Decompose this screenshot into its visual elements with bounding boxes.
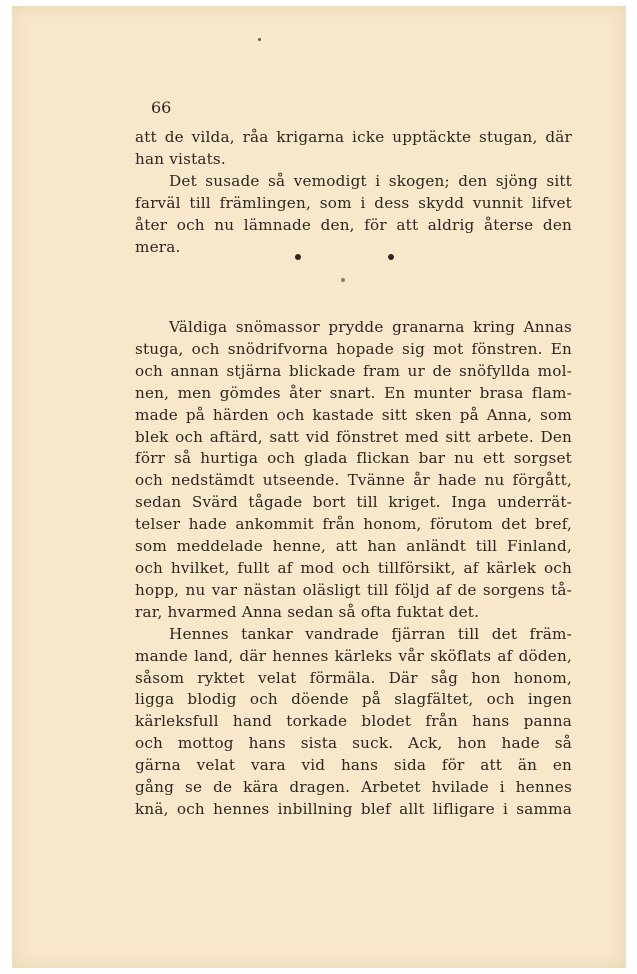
text-line: mande land, där hennes kärleks vår sköflats af döden, xyxy=(135,646,572,665)
asterisk-ornament xyxy=(341,278,345,282)
text-line: farväl till främlingen, som i dess skydd vunnit lifvet xyxy=(135,193,572,212)
text-line: gång se de kära dragen. Arbetet hvilade i hennes xyxy=(135,778,572,797)
text-line: hopp, nu var nästan oläsligt till följd af de sorgens tå- xyxy=(135,580,572,599)
text-block-2 xyxy=(135,317,572,821)
text-line: att de vilda, råa krigarna icke upptäckte stugan, där xyxy=(135,128,572,146)
section-divider xyxy=(12,254,626,294)
text-line: såsom ryktet velat förmäla. Där såg hon honom, xyxy=(135,668,572,687)
asterisk-ornament xyxy=(388,254,394,260)
text-line: som meddelade henne, att han anländt till Finland, xyxy=(135,537,572,556)
text-line: Hennes tankar vandrade fjärran till det främ- xyxy=(169,624,572,643)
text-line: sedan Svärd tågade bort till kriget. Inga underrät- xyxy=(135,493,572,512)
text-line: och annan stjärna blickade fram ur de snöfyllda mol- xyxy=(135,361,572,380)
text-line: Det susade så vemodigt i skogen; den sjöng sitt xyxy=(169,171,572,190)
text-block-1 xyxy=(135,127,572,258)
text-line: knä, och hennes inbillning blef allt lifligare i samma xyxy=(135,799,572,818)
text-line: made på härden och kastade sitt sken på Anna, som xyxy=(135,405,572,424)
text-line: stuga, och snödrifvorna hopade sig mot fönstren. En xyxy=(135,339,572,358)
text-line: gärna velat vara vid hans sida för att än en xyxy=(135,756,572,775)
text-line: och mottog hans sista suck. Ack, hon hade så xyxy=(135,734,572,753)
paper-speck xyxy=(258,38,261,41)
page-number: 66 xyxy=(151,98,172,117)
text-line: Väldiga snömassor prydde granarna kring Annas xyxy=(169,318,572,336)
text-line: han vistats. xyxy=(135,149,226,168)
text-line: åter och nu lämnade den, för att aldrig återse den mera. xyxy=(135,215,572,256)
text-line: ligga blodig och döende på slagfältet, och ingen xyxy=(135,690,572,709)
book-page xyxy=(12,6,626,968)
text-line: förr så hurtiga och glada flickan bar nu ett sorgset xyxy=(135,449,572,468)
text-line: blek och aftärd, satt vid fönstret med sitt arbete. Den xyxy=(135,427,572,446)
text-line: och nedstämdt utseende. Tvänne år hade nu förgått, xyxy=(135,471,572,490)
text-line: nen, men gömdes åter snart. En munter brasa flam- xyxy=(135,383,572,402)
text-line: kärleksfull hand torkade blodet från hans panna xyxy=(135,712,572,731)
text-line: telser hade ankommit från honom, förutom det bref, xyxy=(135,515,572,534)
text-line: och hvilket, fullt af mod och tillförsikt, af kärlek och xyxy=(135,558,572,577)
asterisk-ornament xyxy=(295,254,301,260)
text-line: rar, hvarmed Anna sedan så ofta fuktat det. xyxy=(135,602,480,621)
